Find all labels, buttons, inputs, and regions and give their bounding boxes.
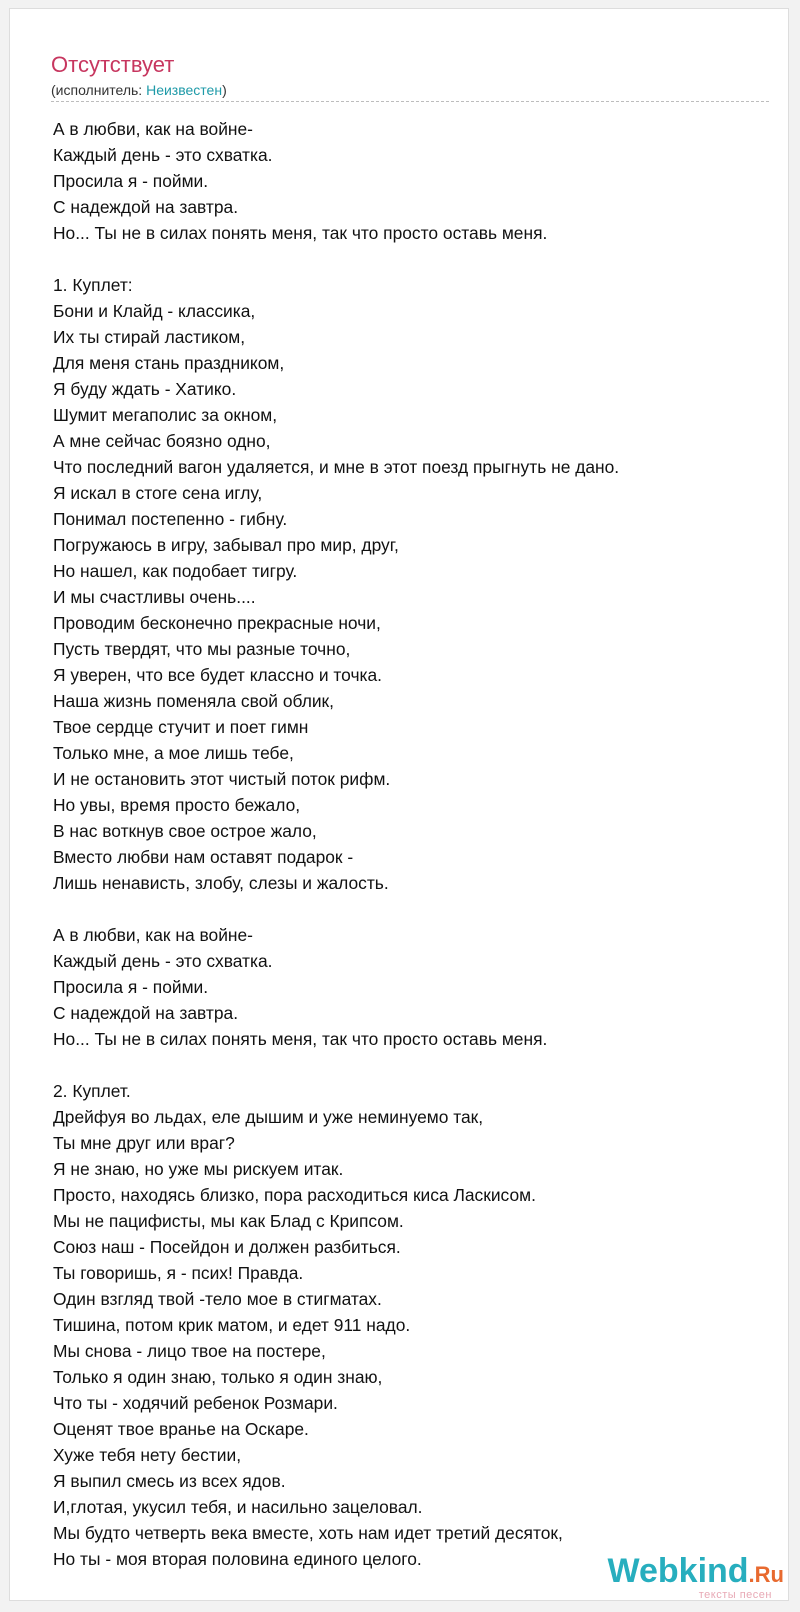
artist-suffix: )	[222, 82, 227, 98]
lyric-line: Дрейфуя во льдах, еле дышим и уже неминуемо так,	[53, 1107, 484, 1127]
lyric-line: Для меня стань праздником,	[53, 353, 285, 373]
song-title: Отсутствует	[51, 52, 175, 77]
lyric-line: Лишь ненависть, злобу, слезы и жалость.	[53, 873, 389, 893]
lyric-line: Понимал постепенно - гибну.	[53, 509, 288, 529]
lyric-line: Но... Ты не в силах понять меня, так что просто оставь меня.	[53, 1029, 548, 1049]
lyric-line: Тишина, потом крик матом, и едет 911 надо.	[53, 1315, 411, 1335]
lyric-line: Ты говоришь, я - псих! Правда.	[53, 1263, 304, 1283]
lyric-line: Мы не пацифисты, мы как Блад с Крипсом.	[53, 1211, 404, 1231]
lyric-line: И не остановить этот чистый поток рифм.	[53, 769, 391, 789]
lyric-line: Ты мне друг или враг?	[53, 1133, 235, 1153]
lyric-line: Союз наш - Посейдон и должен разбиться.	[53, 1237, 401, 1257]
lyric-line: 1. Куплет:	[53, 275, 133, 295]
lyric-line: В нас воткнув свое острое жало,	[53, 821, 317, 841]
lyric-line: Что последний вагон удаляется, и мне в этот поезд прыгнуть не дано.	[53, 457, 620, 477]
lyric-line: А в любви, как на войне-	[53, 925, 253, 945]
lyric-line: Пусть твердят, что мы разные точно,	[53, 639, 351, 659]
lyric-blank-line	[53, 896, 793, 922]
lyric-line: Но увы, время просто бежало,	[53, 795, 301, 815]
content-card	[9, 8, 789, 1601]
lyric-line: Я не знаю, но уже мы рискуем итак.	[53, 1159, 344, 1179]
lyric-line: Один взгляд твой -тело мое в стигматах.	[53, 1289, 382, 1309]
lyric-line: Я уверен, что все будет классно и точка.	[53, 665, 383, 685]
lyric-line: Я выпил смесь из всех ядов.	[53, 1471, 286, 1491]
artist-link[interactable]: Неизвестен	[146, 82, 223, 98]
lyric-line: И,глотая, укусил тебя, и насильно зацеловал.	[53, 1497, 423, 1517]
lyric-line: Я искал в стоге сена иглу,	[53, 483, 263, 503]
lyric-line: И мы счастливы очень....	[53, 587, 256, 607]
lyric-line: Твое сердце стучит и поет гимн	[53, 717, 309, 737]
lyric-line: Просто, находясь близко, пора расходиться киса Ласкисом.	[53, 1185, 536, 1205]
lyric-line: Каждый день - это схватка.	[53, 951, 273, 971]
lyric-line: С надеждой на завтра.	[53, 1003, 239, 1023]
lyric-line: Вместо любви нам оставят подарок -	[53, 847, 354, 867]
lyric-line: А в любви, как на войне-	[53, 119, 253, 139]
lyric-blank-line	[53, 1052, 793, 1078]
lyric-line: Мы будто четверть века вместе, хоть нам идет третий десяток,	[53, 1523, 563, 1543]
lyric-line: Погружаюсь в игру, забывал про мир, друг,	[53, 535, 399, 555]
logo-suffix: .Ru	[748, 1562, 784, 1587]
lyric-line: Просила я - пойми.	[53, 977, 209, 997]
lyric-line: Каждый день - это схватка.	[53, 145, 273, 165]
lyric-line: Но нашел, как подобает тигру.	[53, 561, 298, 581]
lyric-line: Хуже тебя нету бестии,	[53, 1445, 242, 1465]
lyric-line: Мы снова - лицо твое на постере,	[53, 1341, 326, 1361]
artist-line	[51, 81, 227, 99]
lyric-line: Проводим бесконечно прекрасные ночи,	[53, 613, 381, 633]
header-divider	[51, 101, 769, 102]
site-logo[interactable]	[594, 1551, 784, 1607]
lyric-line: Но... Ты не в силах понять меня, так что просто оставь меня.	[53, 223, 548, 243]
lyric-line: Только мне, а мое лишь тебе,	[53, 743, 294, 763]
lyric-line: Шумит мегаполис за окном,	[53, 405, 278, 425]
lyric-line: Просила я - пойми.	[53, 171, 209, 191]
lyric-line: Наша жизнь поменяла свой облик,	[53, 691, 335, 711]
lyric-blank-line	[53, 246, 793, 272]
lyrics-text	[53, 116, 793, 1572]
lyric-line: 2. Куплет.	[53, 1081, 131, 1101]
lyric-line: Бони и Клайд - классика,	[53, 301, 256, 321]
lyric-line: Я буду ждать - Хатико.	[53, 379, 237, 399]
lyric-line: Их ты стирай ластиком,	[53, 327, 246, 347]
lyric-line: Оценят твое вранье на Оскаре.	[53, 1419, 309, 1439]
lyric-line: Но ты - моя вторая половина единого целого.	[53, 1549, 422, 1569]
lyric-line: С надеждой на завтра.	[53, 197, 239, 217]
artist-prefix: (исполнитель:	[51, 82, 147, 98]
lyric-line: Что ты - ходячий ребенок Розмари.	[53, 1393, 338, 1413]
lyric-line: Только я один знаю, только я один знаю,	[53, 1367, 383, 1387]
logo-name: Webkind	[607, 1552, 749, 1590]
lyric-line: А мне сейчас боязно одно,	[53, 431, 271, 451]
logo-tagline: тексты песен	[698, 1589, 772, 1601]
